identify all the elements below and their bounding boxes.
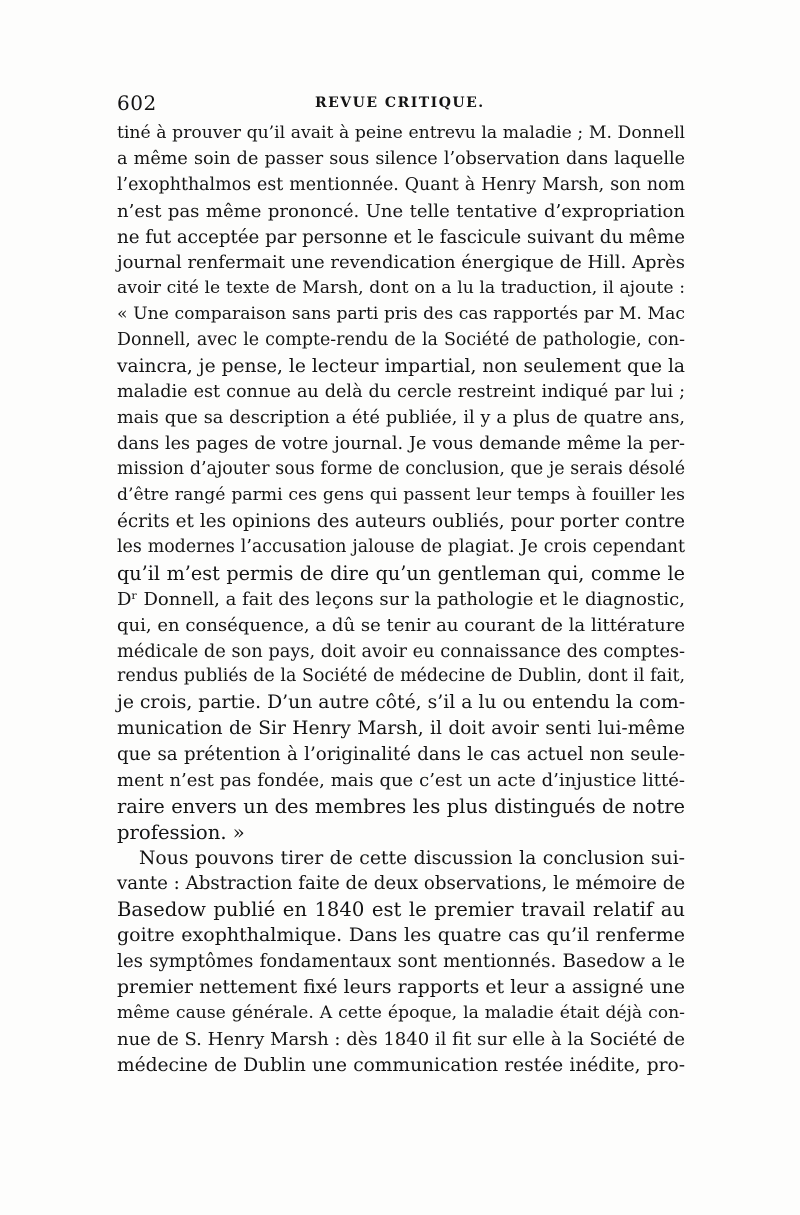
quote-line: mission d’ajouter sous forme de conclusion, que je serais désolé (117, 459, 685, 480)
text-line: Basedow publié en 1840 est le premier travail relatif au (117, 898, 685, 922)
text-line: n’est pas même prononcé. Une telle tentative d’expropriation (117, 200, 685, 222)
text-line: tiné à prouver qu’il avait à peine entrevu la maladie ; M. Donnell (117, 123, 685, 143)
quote-line: d’être rangé parmi ces gens qui passent leur temps à fouiller les (117, 485, 685, 506)
text-line: médecine de Dublin une communication restée inédite, pro- (117, 1054, 685, 1076)
page-number: 602 (117, 91, 157, 115)
text-line: l’exophthalmos est mentionnée. Quant à Henry Marsh, son nom (117, 174, 685, 195)
quote-line: Donnell, avec le compte-rendu de la Société de pathologie, con- (117, 330, 685, 350)
text-line: ne fut acceptée par personne et le fascicule suivant du même (117, 226, 685, 248)
quote-line: dans les pages de votre journal. Je vous demande même la per- (117, 433, 685, 454)
text-line: journal renfermait une revendication énergique de Hill. Après (117, 252, 685, 274)
paragraph-first-line: Nous pouvons tirer de cette discussion la conclusion sui- (139, 847, 685, 869)
quote-line: médicale de son pays, doit avoir eu connaissance des comptes- (117, 640, 685, 662)
text-line: premier nettement fixé leurs rapports et leur a assigné une (117, 976, 685, 998)
text-line: vante : Abstraction faite de deux observations, le mémoire de (117, 873, 686, 895)
quote-line: qui, en conséquence, a dû se tenir au courant de la littérature (117, 614, 685, 636)
quote-line: munication de Sir Henry Marsh, il doit avoir senti lui-même (117, 718, 685, 740)
quote-line: écrits et les opinions des auteurs oubliés, pour porter contre (117, 511, 685, 533)
quote-line: les modernes l’accusation jalouse de plagiat. Je crois cependant (117, 537, 685, 557)
text-line: a même soin de passer sous silence l’observation dans laquelle (117, 148, 685, 169)
quote-line: mais que sa description a été publiée, il y a plus de quatre ans, (117, 407, 685, 428)
text-line: les symptômes fondamentaux sont mentionnés. Basedow a le (117, 951, 685, 972)
quote-line: raire envers un des membres les plus distingués de notre (117, 794, 685, 818)
text-line: avoir cité le texte de Marsh, dont on a lu la traduction, il ajoute : (117, 278, 685, 299)
quote-line: profession. » (117, 820, 245, 844)
quote-line: « Une comparaison sans parti pris des cas rapportés par M. Mac (117, 304, 685, 325)
quote-line: rendus publiés de la Société de médecine de Dublin, dont il fait, (117, 666, 685, 687)
quote-line: je crois, partie. D’un autre côté, s’il a lu ou entendu la com- (117, 692, 686, 714)
running-title: REVUE CRITIQUE. (315, 95, 485, 111)
quote-line: Dʳ Donnell, a fait des leçons sur la pathologie et le diagnostic, (117, 588, 685, 610)
text-line: même cause générale. A cette époque, la maladie était déjà con- (117, 1002, 685, 1023)
quote-line: vaincra, je pense, le lecteur impartial, non seulement que la (117, 355, 685, 377)
quote-line: qu’il m’est permis de dire qu’un gentleman qui, comme le (117, 561, 685, 585)
quote-line: ment n’est pas fondée, mais que c’est un acte d’injustice litté- (117, 769, 685, 791)
quote-line: maladie est connue au delà du cercle restreint indiqué par lui ; (117, 381, 685, 402)
text-line: goitre exophthalmique. Dans les quatre cas qu’il renferme (117, 924, 685, 947)
body-text (117, 121, 685, 1078)
text-line: nue de S. Henry Marsh : dès 1840 il fit sur elle à la Société de (117, 1028, 685, 1050)
quote-line: que sa prétention à l’originalité dans le cas actuel non seule- (117, 744, 685, 765)
page-header (117, 91, 685, 119)
